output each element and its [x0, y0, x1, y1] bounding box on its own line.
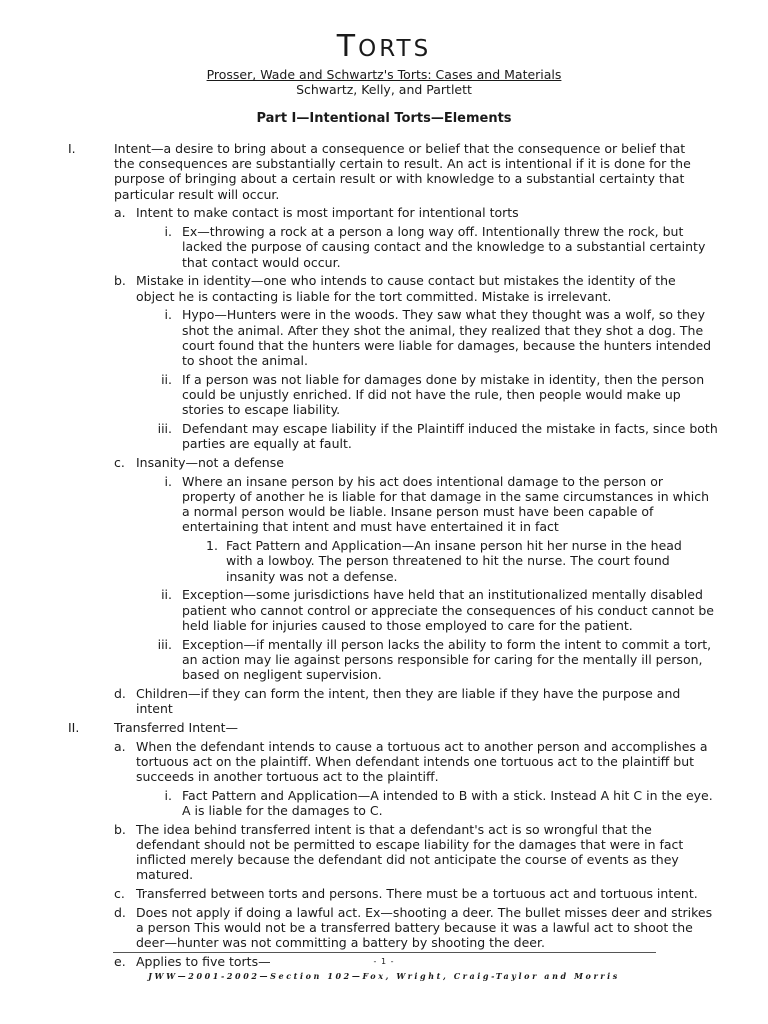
part-heading: Part I—Intentional Torts—Elements — [256, 111, 512, 126]
outline-item — [0, 587, 768, 633]
outline-item-text: Insanity—not a defense — [136, 455, 284, 471]
outline-item — [0, 205, 768, 220]
outline-item — [0, 686, 768, 716]
outline-item-label: i. — [164, 787, 172, 803]
outline-item-text: If a person was not liable for damages done by mistake in identity, then the person could be unjustly enriched. If did not have the rule, then people would make up stories to escape liability. — [182, 371, 705, 418]
book-title: Prosser, Wade and Schwartz's Torts: Cases and Materials — [206, 67, 562, 82]
outline-item-text: Exception—if mentally ill person lacks the ability to form the intent to commit a tort, an action may lie against persons responsible for caring for the mentally ill person, based on negligent supervision. — [182, 636, 712, 683]
outline-item-label: iii. — [157, 636, 172, 652]
outline-item-label: e. — [114, 954, 126, 970]
outline-item-label: I. — [68, 141, 76, 156]
outline-item — [0, 455, 768, 470]
outline-item — [0, 822, 768, 883]
outline-item — [0, 538, 768, 584]
outline-item-label: d. — [114, 905, 126, 921]
outline-item-text: Exception—some jurisdictions have held that an institutionalized mentally disabled patient who cannot control or appreciate the consequences of his conduct cannot be held liable for injuries caused to those employed to care for the patient. — [182, 587, 714, 633]
outline-item-label: i. — [164, 224, 172, 240]
footer-text: JWW—2001-2002—Section 102—Fox, Wright, Craig-Taylor and Morris — [148, 971, 620, 981]
outline-item-text: Defendant may escape liability if the Plaintiff induced the mistake in facts, since both parties are equally at fault. — [182, 421, 718, 452]
page-number: - 1 - — [373, 957, 395, 966]
outline-item-text: Ex—throwing a rock at a person a long way off. Intentionally threw the rock, but lacked the purpose of causing contact and the knowledge to a substantial certainty that contact would occur. — [182, 224, 706, 270]
outline-item — [0, 273, 768, 303]
outline-item-text: Intent to make contact is most important for intentional torts — [136, 205, 519, 221]
outline-item — [0, 224, 768, 270]
outline-item-label: b. — [114, 273, 126, 289]
outline-item — [0, 720, 768, 735]
outline-item — [0, 141, 768, 202]
outline-item-text: Fact Pattern and Application—A intended to B with a stick. Instead A hit C in the eye. A is liable for the damages to C. — [182, 787, 713, 819]
page-title-initial: T — [336, 29, 359, 64]
outline-item-label: c. — [114, 886, 125, 902]
outline-item-label: ii. — [161, 587, 172, 603]
outline-item — [0, 739, 768, 785]
outline-item — [0, 421, 768, 451]
outline-item-label: c. — [114, 455, 125, 471]
outline-item-text: Children—if they can form the intent, then they are liable if they have the purpose and intent — [136, 685, 681, 717]
outline-item — [0, 372, 768, 418]
outline-item-label: i. — [164, 307, 172, 323]
outline-item — [0, 905, 768, 951]
book-authors: Schwartz, Kelly, and Partlett — [296, 82, 472, 97]
outline-item-label: II. — [68, 719, 80, 735]
outline-item — [0, 307, 768, 368]
outline-item — [0, 474, 768, 535]
outline-item-label: 1. — [206, 538, 218, 554]
outline-item-label: a. — [114, 205, 126, 221]
outline-item-text: Fact Pattern and Application—An insane person hit her nurse in the head with a lowboy. The person threatened to hit the nurse. The court found insanity was not a defense. — [226, 538, 682, 584]
outline-item-label: iii. — [157, 421, 172, 437]
outline-item-text: Where an insane person by his act does intentional damage to the person or property of another he is liable for that damage in the same circumstances in which a normal person would be liable. Insane person must have been capable of entertaining that intent and must have entertained it in fact — [182, 473, 710, 535]
outline-item-text: Does not apply if doing a lawful act. Ex—shooting a deer. The bullet misses deer and strikes a person This would not be a transferred battery because it was a lawful act to shoot the deer—hunter was not committing a battery by shooting the deer. — [136, 905, 713, 951]
outline-item-label: b. — [114, 821, 126, 837]
page-title-rest: ORTS — [358, 36, 432, 62]
outline-item-text: Transferred between torts and persons. There must be a tortuous act and tortuous intent. — [136, 886, 698, 902]
outline-item-text: Intent—a desire to bring about a consequence or belief that the consequence or belief that the consequences are substantially certain to result. An act is intentional if it is done for the purpose of bringing about a certain result or with knowledge to a substantial certainty that particular result will occur. — [114, 141, 691, 202]
outline-item-text: The idea behind transferred intent is that a defendant's act is so wrongful that the defendant should not be permitted to escape liability for the damages that were in fact inflicted merely because the defendant did not anticipate the course of events as they matured. — [136, 821, 684, 883]
footer-divider — [113, 952, 656, 953]
outline-list — [0, 141, 768, 973]
page-title — [0, 30, 768, 66]
outline-item-text: Applies to five torts— — [136, 954, 271, 970]
outline-item — [0, 788, 768, 818]
outline-item — [0, 886, 768, 901]
outline-item-label: ii. — [161, 371, 172, 387]
outline-item-label: i. — [164, 473, 172, 489]
outline-item-label: d. — [114, 685, 126, 701]
outline-item — [0, 637, 768, 683]
outline-item-text: Hypo—Hunters were in the woods. They saw what they thought was a wolf, so they shot the animal. After they shot the animal, they realized that they shot a dog. The court found that the hunters were liable for damages, because the hunters intended to shoot the animal. — [182, 307, 712, 369]
outline-item-text: Transferred Intent— — [114, 719, 239, 735]
outline-item-text: Mistake in identity—one who intends to cause contact but mistakes the identity of the object he is contacting is liable for the tort committed. Mistake is irrelevant. — [136, 273, 676, 304]
outline-item-text: When the defendant intends to cause a tortuous act to another person and accomplishes a tortuous act on the plaintiff. When defendant intends one tortuous act to the plaintiff but succeeds in another tortuous act to the plaintiff. — [136, 738, 708, 785]
outline-item-label: a. — [114, 738, 126, 754]
